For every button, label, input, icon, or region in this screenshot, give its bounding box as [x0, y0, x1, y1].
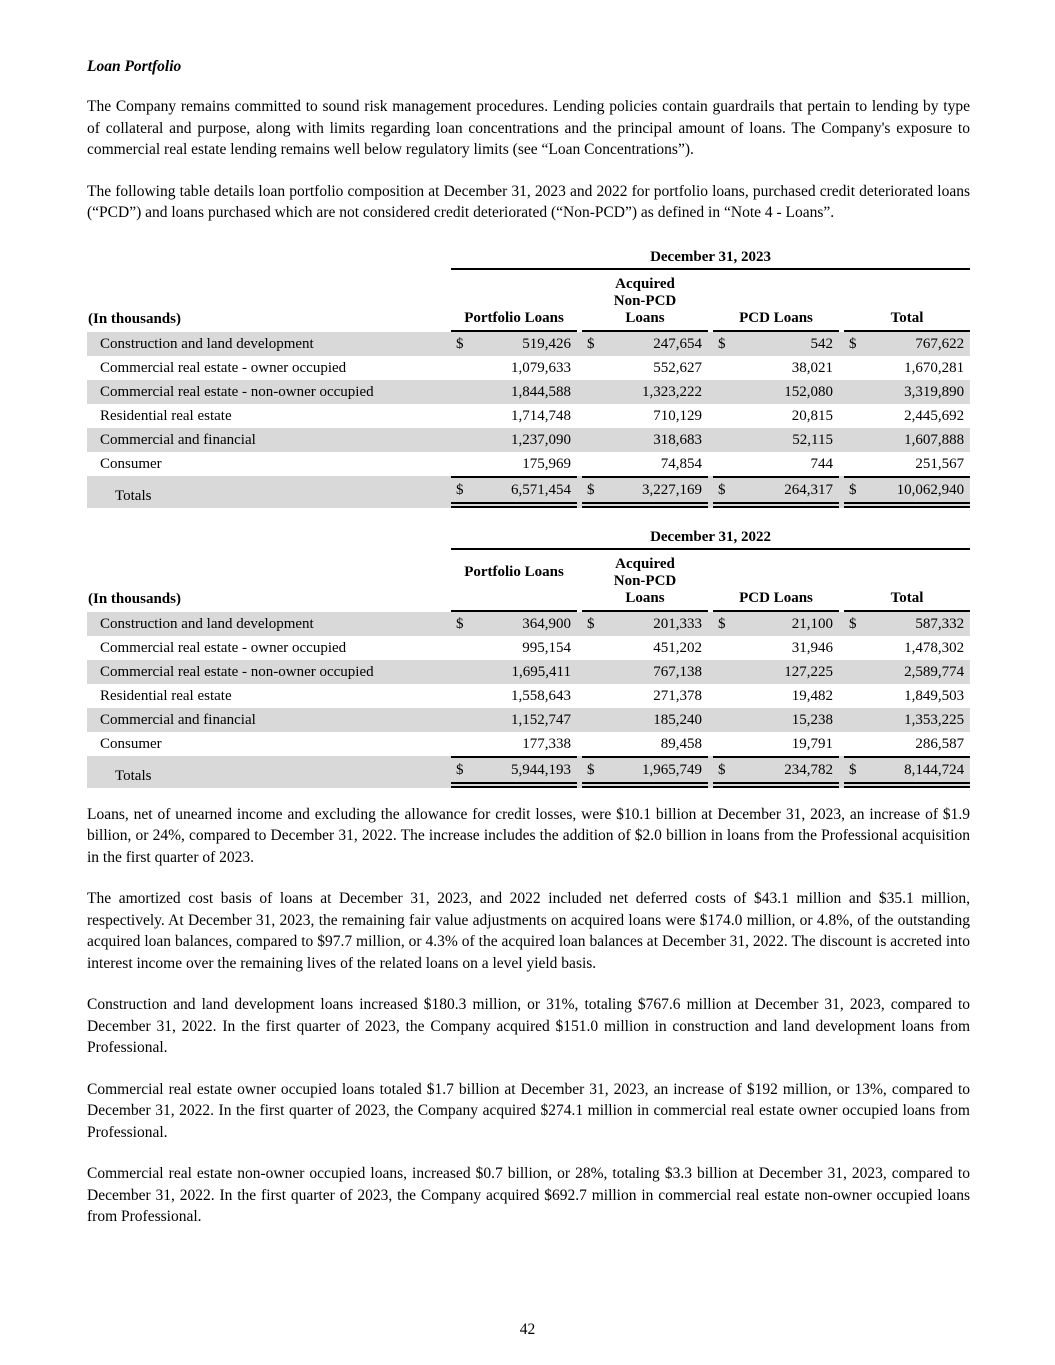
cell-value: 19,482: [791, 687, 833, 704]
value-cell: [844, 732, 970, 756]
column-header: [451, 270, 577, 332]
table-row: [87, 332, 970, 356]
row-label: Consumer: [100, 735, 162, 752]
currency-symbol: $: [849, 481, 857, 498]
table-row: [87, 380, 970, 404]
value-cell: [451, 404, 577, 428]
table-row: [87, 732, 970, 756]
cell-value: 2,589,774: [904, 663, 965, 680]
currency-symbol: $: [587, 761, 595, 778]
value-cell: [451, 708, 577, 732]
currency-symbol: $: [456, 335, 464, 352]
paragraph-table-intro: The following table details loan portfolio composition at December 31, 2023 and 2022 for portfolio loans, purchased credit deteriorated loans (“PCD”) and loans purchased which are not considered credit deteriorated (“Non-PCD”) as defined in “Note 4 - Loans”.: [87, 182, 970, 221]
value-cell: [582, 452, 708, 476]
column-header: [582, 550, 708, 612]
cell-value: 234,782: [784, 761, 833, 778]
cell-value: 1,849,503: [904, 687, 965, 704]
currency-symbol: $: [718, 761, 726, 778]
value-cell: [451, 428, 577, 452]
table-row: [87, 404, 970, 428]
column-header-text: Total: [890, 589, 924, 606]
cell-value: 995,154: [522, 639, 571, 656]
value-cell: [713, 476, 839, 508]
paragraph-cre-owner-occupied: Commercial real estate owner occupied loans totaled $1.7 billion at December 31, 2023, an increase of $192 million, or 13%, compared to December 31, 2022. In the first quarter of 2023, the Company acquired $274.1 million in commercial real estate owner occupied loans from Professional.: [87, 1080, 970, 1141]
cell-value: 1,152,747: [511, 711, 571, 728]
paragraph-loans-net: Loans, net of unearned income and excluding the allowance for credit losses, were $10.1 billion at December 31, 2023, an increase of $1.9 billion, or 24%, compared to December 31, 2022. The increase includes the addition of $2.0 billion in loans from the Professional acquisition in the first quarter of 2023.: [87, 805, 970, 866]
value-cell: [844, 356, 970, 380]
value-cell: [844, 428, 970, 452]
value-cell: [844, 404, 970, 428]
in-thousands-label: (In thousands): [88, 590, 181, 607]
currency-symbol: $: [849, 335, 857, 352]
value-cell: [844, 636, 970, 660]
cell-value: 744: [810, 455, 833, 472]
currency-symbol: $: [456, 761, 464, 778]
value-cell: [582, 756, 708, 788]
cell-value: 264,317: [784, 481, 833, 498]
table-row: [87, 684, 970, 708]
value-cell: [582, 612, 708, 636]
row-label: Commercial real estate - owner occupied: [100, 359, 347, 376]
value-cell: [451, 732, 577, 756]
table-row: [87, 708, 970, 732]
cell-value: 364,900: [522, 615, 571, 632]
value-cell: [451, 452, 577, 476]
cell-value: 8,144,724: [904, 761, 965, 778]
cell-value: 247,654: [653, 335, 702, 352]
value-cell: [582, 732, 708, 756]
cell-value: 127,225: [784, 663, 833, 680]
table-column-header-row: [87, 270, 970, 332]
currency-symbol: $: [849, 615, 857, 632]
cell-value: 1,844,588: [511, 383, 571, 400]
currency-symbol: $: [456, 481, 464, 498]
column-header-text: Acquired Non-PCD Loans: [613, 275, 677, 326]
value-cell: [451, 356, 577, 380]
value-cell: [844, 452, 970, 476]
column-header: [451, 550, 577, 612]
column-header: [844, 270, 970, 332]
value-cell: [713, 684, 839, 708]
row-label: Consumer: [100, 455, 162, 472]
cell-value: 2,445,692: [904, 407, 965, 424]
value-cell: [582, 380, 708, 404]
cell-value: 1,695,411: [511, 663, 571, 680]
value-cell: [713, 732, 839, 756]
currency-symbol: $: [718, 481, 726, 498]
cell-value: 1,558,643: [511, 687, 571, 704]
cell-value: 20,815: [791, 407, 833, 424]
paragraph-construction-loans: Construction and land development loans increased $180.3 million, or 31%, totaling $767.6 million at December 31, 2023, compared to December 31, 2022. In the first quarter of 2023, the Company acquired $151.0 million in construction and land development loans from Professional.: [87, 996, 970, 1056]
cell-value: 286,587: [915, 735, 965, 752]
value-cell: [582, 684, 708, 708]
table-row: [87, 356, 970, 380]
cell-value: 451,202: [653, 639, 702, 656]
cell-value: 15,238: [791, 711, 833, 728]
value-cell: [844, 684, 970, 708]
value-cell: [451, 612, 577, 636]
cell-value: 1,670,281: [904, 359, 965, 376]
row-label: Residential real estate: [100, 687, 232, 704]
cell-value: 10,062,940: [896, 481, 965, 498]
totals-row: [87, 756, 970, 788]
cell-value: 6,571,454: [511, 481, 571, 498]
cell-value: 587,332: [915, 615, 965, 632]
currency-symbol: $: [849, 761, 857, 778]
column-header: [582, 270, 708, 332]
currency-symbol: $: [718, 615, 726, 632]
row-label: Commercial and financial: [87, 708, 451, 732]
value-cell: [451, 756, 577, 788]
table-date-row: [87, 524, 970, 550]
value-cell: [582, 660, 708, 684]
row-label: Commercial real estate - owner occupied: [100, 639, 347, 656]
currency-symbol: $: [718, 335, 726, 352]
value-cell: [844, 660, 970, 684]
cell-value: 3,227,169: [642, 481, 702, 498]
cell-value: 31,946: [791, 639, 833, 656]
value-cell: [844, 612, 970, 636]
column-header-text: Portfolio Loans: [464, 309, 564, 326]
cell-value: 1,478,302: [904, 639, 965, 656]
column-header: [844, 550, 970, 612]
row-label: Totals: [87, 476, 451, 508]
cell-value: 19,791: [791, 735, 833, 752]
cell-value: 767,622: [915, 335, 965, 352]
cell-value: 1,353,225: [904, 711, 965, 728]
paragraph-risk-management: The Company remains committed to sound risk management procedures. Lending policies contain guardrails that pertain to lending by type of collateral and purpose, along with limits regarding loan concentrations and the principal amount of loans. The Company's exposure to commercial real estate lending remains well below regulatory limits (see “Loan Concentrations”).: [87, 98, 970, 158]
cell-value: 1,965,749: [642, 761, 702, 778]
value-cell: [713, 356, 839, 380]
value-cell: [713, 660, 839, 684]
value-cell: [582, 332, 708, 356]
cell-value: 271,378: [653, 687, 702, 704]
value-cell: [582, 428, 708, 452]
cell-value: 1,607,888: [904, 431, 965, 448]
cell-value: 52,115: [792, 431, 833, 448]
table-row: [87, 612, 970, 636]
currency-symbol: $: [587, 335, 595, 352]
currency-symbol: $: [587, 615, 595, 632]
table-column-header-row: [87, 550, 970, 612]
cell-value: 1,079,633: [511, 359, 571, 376]
cell-value: 38,021: [791, 359, 833, 376]
in-thousands-label: (In thousands): [88, 310, 181, 327]
row-label: Commercial real estate - non-owner occupied: [87, 660, 451, 684]
cell-value: 552,627: [653, 359, 702, 376]
cell-value: 767,138: [653, 663, 702, 680]
value-cell: [713, 404, 839, 428]
table-row: [87, 428, 970, 452]
row-label: Commercial and financial: [87, 428, 451, 452]
cell-value: 3,319,890: [904, 383, 965, 400]
value-cell: [844, 756, 970, 788]
value-cell: [713, 636, 839, 660]
page-title: Loan Portfolio: [87, 58, 182, 75]
value-cell: [582, 636, 708, 660]
value-cell: [451, 380, 577, 404]
cell-value: 201,333: [653, 615, 702, 632]
table-date-row: [87, 244, 970, 270]
value-cell: [713, 708, 839, 732]
value-cell: [451, 332, 577, 356]
row-label: Totals: [87, 756, 451, 788]
paragraph-cre-non-owner-occupied: Commercial real estate non-owner occupied loans, increased $0.7 billion, or 28%, totaling $3.3 billion at December 31, 2023, compared to December 31, 2022. In the first quarter of 2023, the Company acquired $692.7 million in commercial real estate non-owner occupied loans from Professional.: [87, 1165, 970, 1225]
date-row-spacer: [87, 524, 451, 550]
column-header-text: PCD Loans: [739, 309, 813, 326]
column-header-text: Acquired Non-PCD Loans: [613, 555, 677, 606]
value-cell: [582, 404, 708, 428]
currency-symbol: $: [456, 615, 464, 632]
cell-value: 5,944,193: [511, 761, 571, 778]
column-header-text: Portfolio Loans: [464, 564, 564, 580]
table-row: [87, 452, 970, 476]
column-header-text: PCD Loans: [739, 589, 813, 606]
currency-symbol: $: [587, 481, 595, 498]
paragraph-amortized-cost: The amortized cost basis of loans at December 31, 2023, and 2022 included net deferred costs of $43.1 million and $35.1 million, respectively. At December 31, 2023, the remaining fair value adjustments on acquired loans were $174.0 million, or 4.8%, of the outstanding acquired loan balances, compared to $97.7 million, or 4.3% of the acquired loan balances at December 31, 2022. The discount is accreted into interest income over the remaining lives of the related loans on a level yield basis.: [87, 890, 970, 972]
value-cell: [451, 660, 577, 684]
row-label: Residential real estate: [100, 407, 232, 424]
cell-value: 74,854: [660, 455, 702, 472]
cell-value: 1,237,090: [511, 431, 571, 448]
value-cell: [451, 684, 577, 708]
value-cell: [844, 708, 970, 732]
value-cell: [582, 356, 708, 380]
totals-row: [87, 476, 970, 508]
value-cell: [582, 476, 708, 508]
value-cell: [844, 380, 970, 404]
page-number: 42: [519, 1321, 536, 1338]
column-header-text: Total: [890, 309, 924, 326]
loan-portfolio-table-2023: [87, 244, 970, 508]
cell-value: 21,100: [791, 615, 833, 632]
value-cell: [451, 476, 577, 508]
cell-value: 318,683: [653, 431, 702, 448]
row-label: Construction and land development: [87, 332, 451, 356]
table-date-header: December 31, 2023: [451, 244, 970, 270]
table-row: [87, 660, 970, 684]
cell-value: 251,567: [915, 455, 965, 472]
cell-value: 185,240: [653, 711, 702, 728]
row-label: Commercial real estate - non-owner occupied: [87, 380, 451, 404]
cell-value: 89,458: [660, 735, 702, 752]
loan-portfolio-table-2022: [87, 524, 970, 788]
cell-value: 177,338: [522, 735, 571, 752]
date-row-spacer: [87, 244, 451, 270]
value-cell: [713, 428, 839, 452]
cell-value: 1,714,748: [511, 407, 571, 424]
table-row: [87, 636, 970, 660]
value-cell: [713, 756, 839, 788]
cell-value: 152,080: [784, 383, 833, 400]
row-label: Construction and land development: [87, 612, 451, 636]
cell-value: 519,426: [522, 335, 571, 352]
value-cell: [713, 612, 839, 636]
value-cell: [844, 476, 970, 508]
value-cell: [844, 332, 970, 356]
cell-value: 1,323,222: [642, 383, 702, 400]
cell-value: 710,129: [653, 407, 702, 424]
value-cell: [713, 452, 839, 476]
value-cell: [713, 332, 839, 356]
value-cell: [582, 708, 708, 732]
column-header: [713, 270, 839, 332]
table-date-header: December 31, 2022: [451, 524, 970, 550]
value-cell: [451, 636, 577, 660]
value-cell: [713, 380, 839, 404]
cell-value: 175,969: [522, 455, 571, 472]
cell-value: 542: [810, 335, 833, 352]
column-header: [713, 550, 839, 612]
